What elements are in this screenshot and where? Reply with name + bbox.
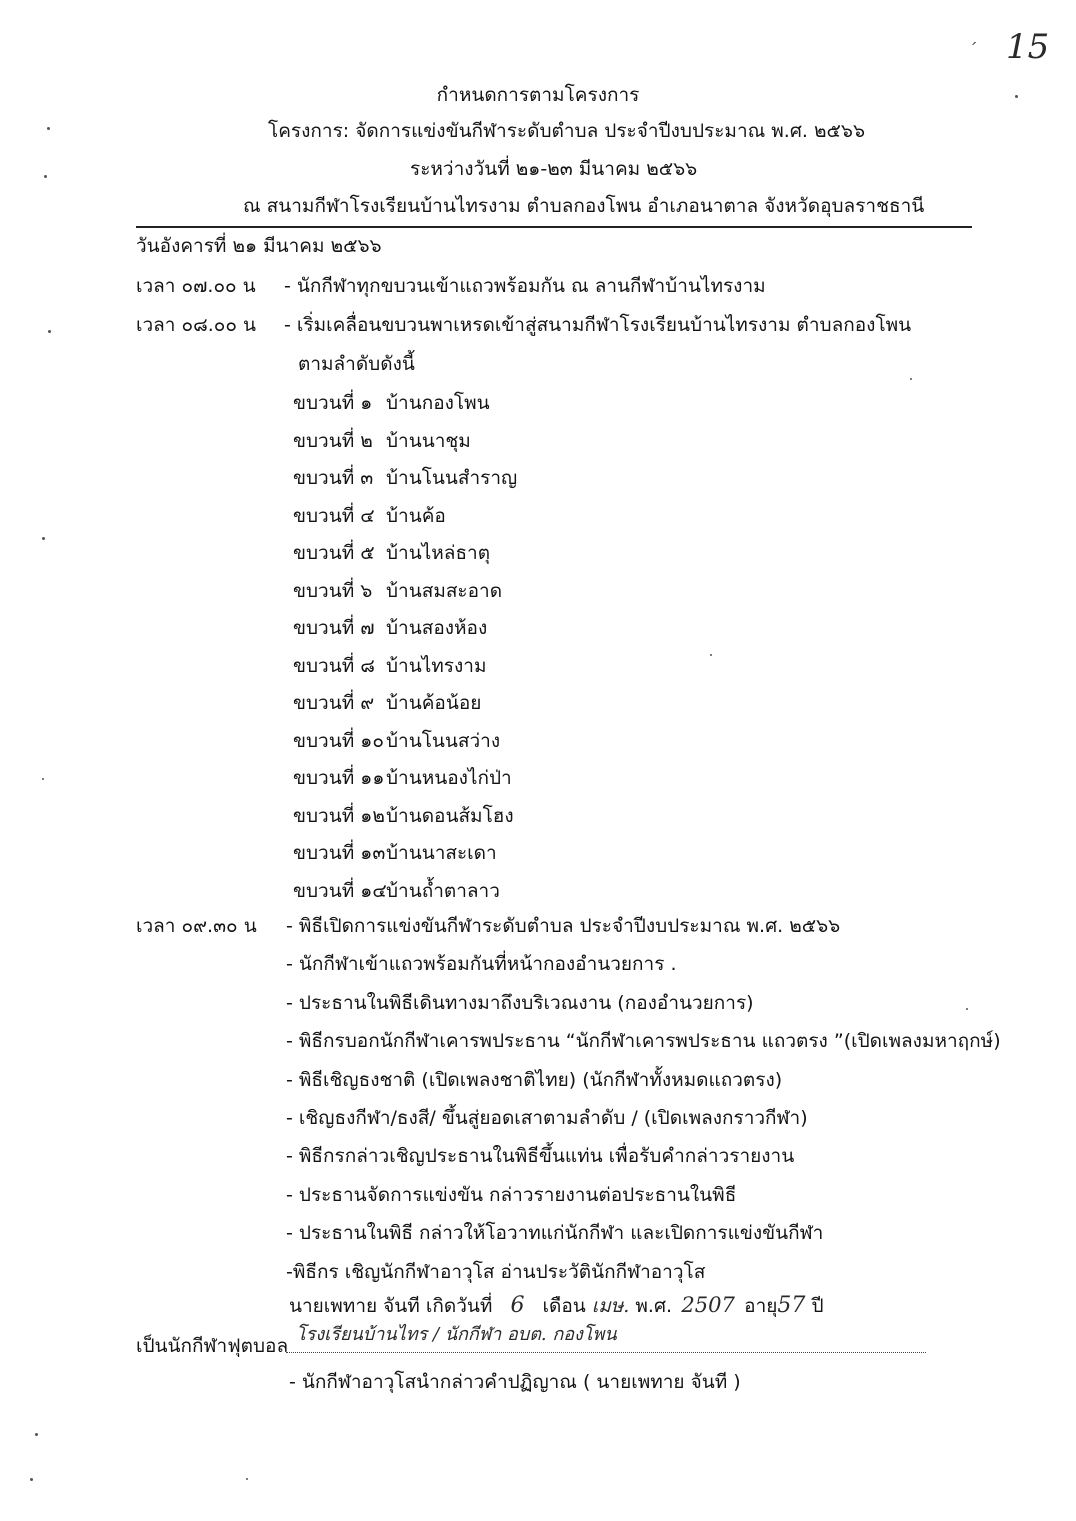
- procession-village: บ้านนาชุม: [386, 430, 471, 452]
- page-number: 15: [1006, 27, 1050, 67]
- birth-day: 6: [510, 1293, 525, 1318]
- scan-speck: [246, 1478, 248, 1480]
- scan-speck: [710, 654, 712, 656]
- procession-village: บ้านโนนสว่าง: [386, 730, 501, 752]
- ceremony-item: - ประธานในพิธีเดินทางมาถึงบริเวณงาน (กองอำนวยการ): [286, 992, 754, 1014]
- procession-label: ขบวนที่ ๑๒: [293, 805, 385, 827]
- scan-speck: [42, 537, 45, 540]
- time-label: เวลา ๐๘.๐๐ น: [136, 314, 257, 336]
- ceremony-item: - พิธีกรกล่าวเชิญประธานในพิธีขึ้นแท่น เพื่อรับคำกล่าวรายงาน: [286, 1145, 795, 1167]
- procession-village: บ้านสมสะอาด: [386, 580, 503, 602]
- football-handwritten: โรงเรียนบ้านไทร / นักกีฬา อบต. กองโพน: [296, 1324, 617, 1345]
- procession-label: ขบวนที่ ๑๐: [293, 730, 384, 752]
- ceremony-item: - นักกีฬาเข้าแถวพร้อมกันที่หน้ากองอำนวยการ .: [286, 953, 677, 975]
- procession-label: ขบวนที่ ๗: [293, 617, 375, 639]
- procession-village: บ้านหนองไก่ป่า: [386, 767, 512, 789]
- schedule-item: - นักกีฬาทุกขบวนเข้าแถวพร้อมกัน ณ ลานกีฬาบ้านไทรงาม: [284, 275, 766, 297]
- procession-label: ขบวนที่ ๔: [293, 505, 375, 527]
- procession-village: บ้านถ้ำตาลาว: [386, 880, 500, 902]
- day-heading: วันอังคารที่ ๒๑ มีนาคม ๒๕๖๖: [136, 235, 382, 257]
- document-title: กำหนดการตามโครงการ: [436, 84, 640, 106]
- ceremony-item: - ประธานในพิธี กล่าวให้โอวาทแก่นักกีฬา และเปิดการแข่งขันกีฬา: [286, 1222, 824, 1244]
- year-label: พ.ศ.: [635, 1295, 673, 1317]
- time-label: เวลา ๐๙.๓๐ น: [136, 915, 257, 937]
- ceremony-item: - ประธานจัดการแข่งขัน กล่าวรายงานต่อประธานในพิธี: [286, 1184, 737, 1206]
- project-name: โครงการ: จัดการแข่งขันกีฬาระดับตำบล ประจำปีงบประมาณ พ.ศ. ๒๕๖๖: [268, 120, 866, 142]
- procession-village: บ้านกองโพน: [386, 392, 490, 414]
- fill-in-line: [286, 1352, 926, 1353]
- birth-month: เมษ.: [591, 1295, 630, 1317]
- procession-label: ขบวนที่ ๑๑: [293, 767, 385, 789]
- ceremony-item: -พิธีกร เชิญนักกีฬาอาวุโส อ่านประวัตินักกีฬาอาวุโส: [286, 1261, 706, 1283]
- scan-speck: [48, 330, 51, 333]
- month-label: เดือน: [542, 1295, 586, 1317]
- procession-village: บ้านไทรงาม: [386, 655, 487, 677]
- procession-village: บ้านไหล่ธาตุ: [386, 542, 491, 564]
- age-value: 57: [777, 1293, 806, 1318]
- procession-village: บ้านโนนสำราญ: [386, 467, 518, 489]
- football-label: เป็นนักกีฬาฟุตบอล: [136, 1335, 289, 1357]
- procession-village: บ้านนาสะเดา: [386, 842, 497, 864]
- scan-speck: [42, 778, 44, 780]
- procession-label: ขบวนที่ ๙: [293, 692, 375, 714]
- procession-village: บ้านดอนส้มโฮง: [386, 805, 514, 827]
- scan-speck: [910, 378, 912, 380]
- scan-speck: [44, 175, 47, 178]
- procession-label: ขบวนที่ ๕: [293, 542, 375, 564]
- procession-village: บ้านค้อ: [386, 505, 446, 527]
- procession-label: ขบวนที่ ๑: [293, 392, 373, 414]
- schedule-item-continuation: ตามลำดับดังนี้: [298, 353, 415, 375]
- procession-label: ขบวนที่ ๒: [293, 430, 373, 452]
- header-divider: [136, 226, 972, 228]
- time-label: เวลา ๐๗.๐๐ น: [136, 275, 256, 297]
- scan-speck: [30, 1478, 33, 1481]
- procession-village: บ้านค้อน้อย: [386, 692, 482, 714]
- scan-speck: [35, 1433, 38, 1436]
- procession-label: ขบวนที่ ๖: [293, 580, 373, 602]
- senior-athlete-line: [289, 1295, 824, 1317]
- ceremony-item: - พิธีเปิดการแข่งขันกีฬาระดับตำบล ประจำปีงบประมาณ พ.ศ. ๒๕๖๖: [286, 915, 841, 937]
- scan-speck: [966, 1008, 968, 1010]
- senior-athlete-prefix: นายเพทาย จันที เกิดวันที่: [289, 1295, 493, 1317]
- project-dates: ระหว่างวันที่ ๒๑-๒๓ มีนาคม ๒๕๖๖: [410, 158, 698, 180]
- ceremony-item: - พิธีเชิญธงชาติ (เปิดเพลงชาติไทย) (นักกีฬาทั้งหมดแถวตรง): [286, 1069, 783, 1091]
- procession-village: บ้านสองห้อง: [386, 617, 488, 639]
- procession-label: ขบวนที่ ๑๓: [293, 842, 386, 864]
- procession-label: ขบวนที่ ๓: [293, 467, 374, 489]
- age-label: อายุ: [744, 1295, 778, 1317]
- ceremony-item: - เชิญธงกีฬา/ธงสี/ ขึ้นสู่ยอดเสาตามลำดับ / (เปิดเพลงกราวกีฬา): [286, 1107, 808, 1129]
- ceremony-item: - พิธีกรบอกนักกีฬาเคารพประธาน “นักกีฬาเคารพประธาน แถวตรง ”(เปิดเพลงมหาฤกษ์): [286, 1030, 1001, 1052]
- scan-speck: [47, 127, 50, 130]
- procession-label: ขบวนที่ ๘: [293, 655, 375, 677]
- schedule-item: - เริ่มเคลื่อนขบวนพาเหรดเข้าสู่สนามกีฬาโรงเรียนบ้านไทรงาม ตำบลกองโพน: [284, 314, 912, 336]
- project-venue: ณ สนามกีฬาโรงเรียนบ้านไทรงาม ตำบลกองโพน อำเภอนาตาล จังหวัดอุบลราชธานี: [243, 195, 925, 217]
- pen-mark: ´: [968, 40, 976, 59]
- pledge-item: - นักกีฬาอาวุโสนำกล่าวคำปฏิญาณ ( นายเพทาย จันที ): [289, 1371, 741, 1393]
- age-unit: ปี: [811, 1295, 824, 1317]
- scan-speck: [1015, 95, 1018, 98]
- birth-year: 2507: [681, 1293, 735, 1317]
- procession-label: ขบวนที่ ๑๔: [293, 880, 387, 902]
